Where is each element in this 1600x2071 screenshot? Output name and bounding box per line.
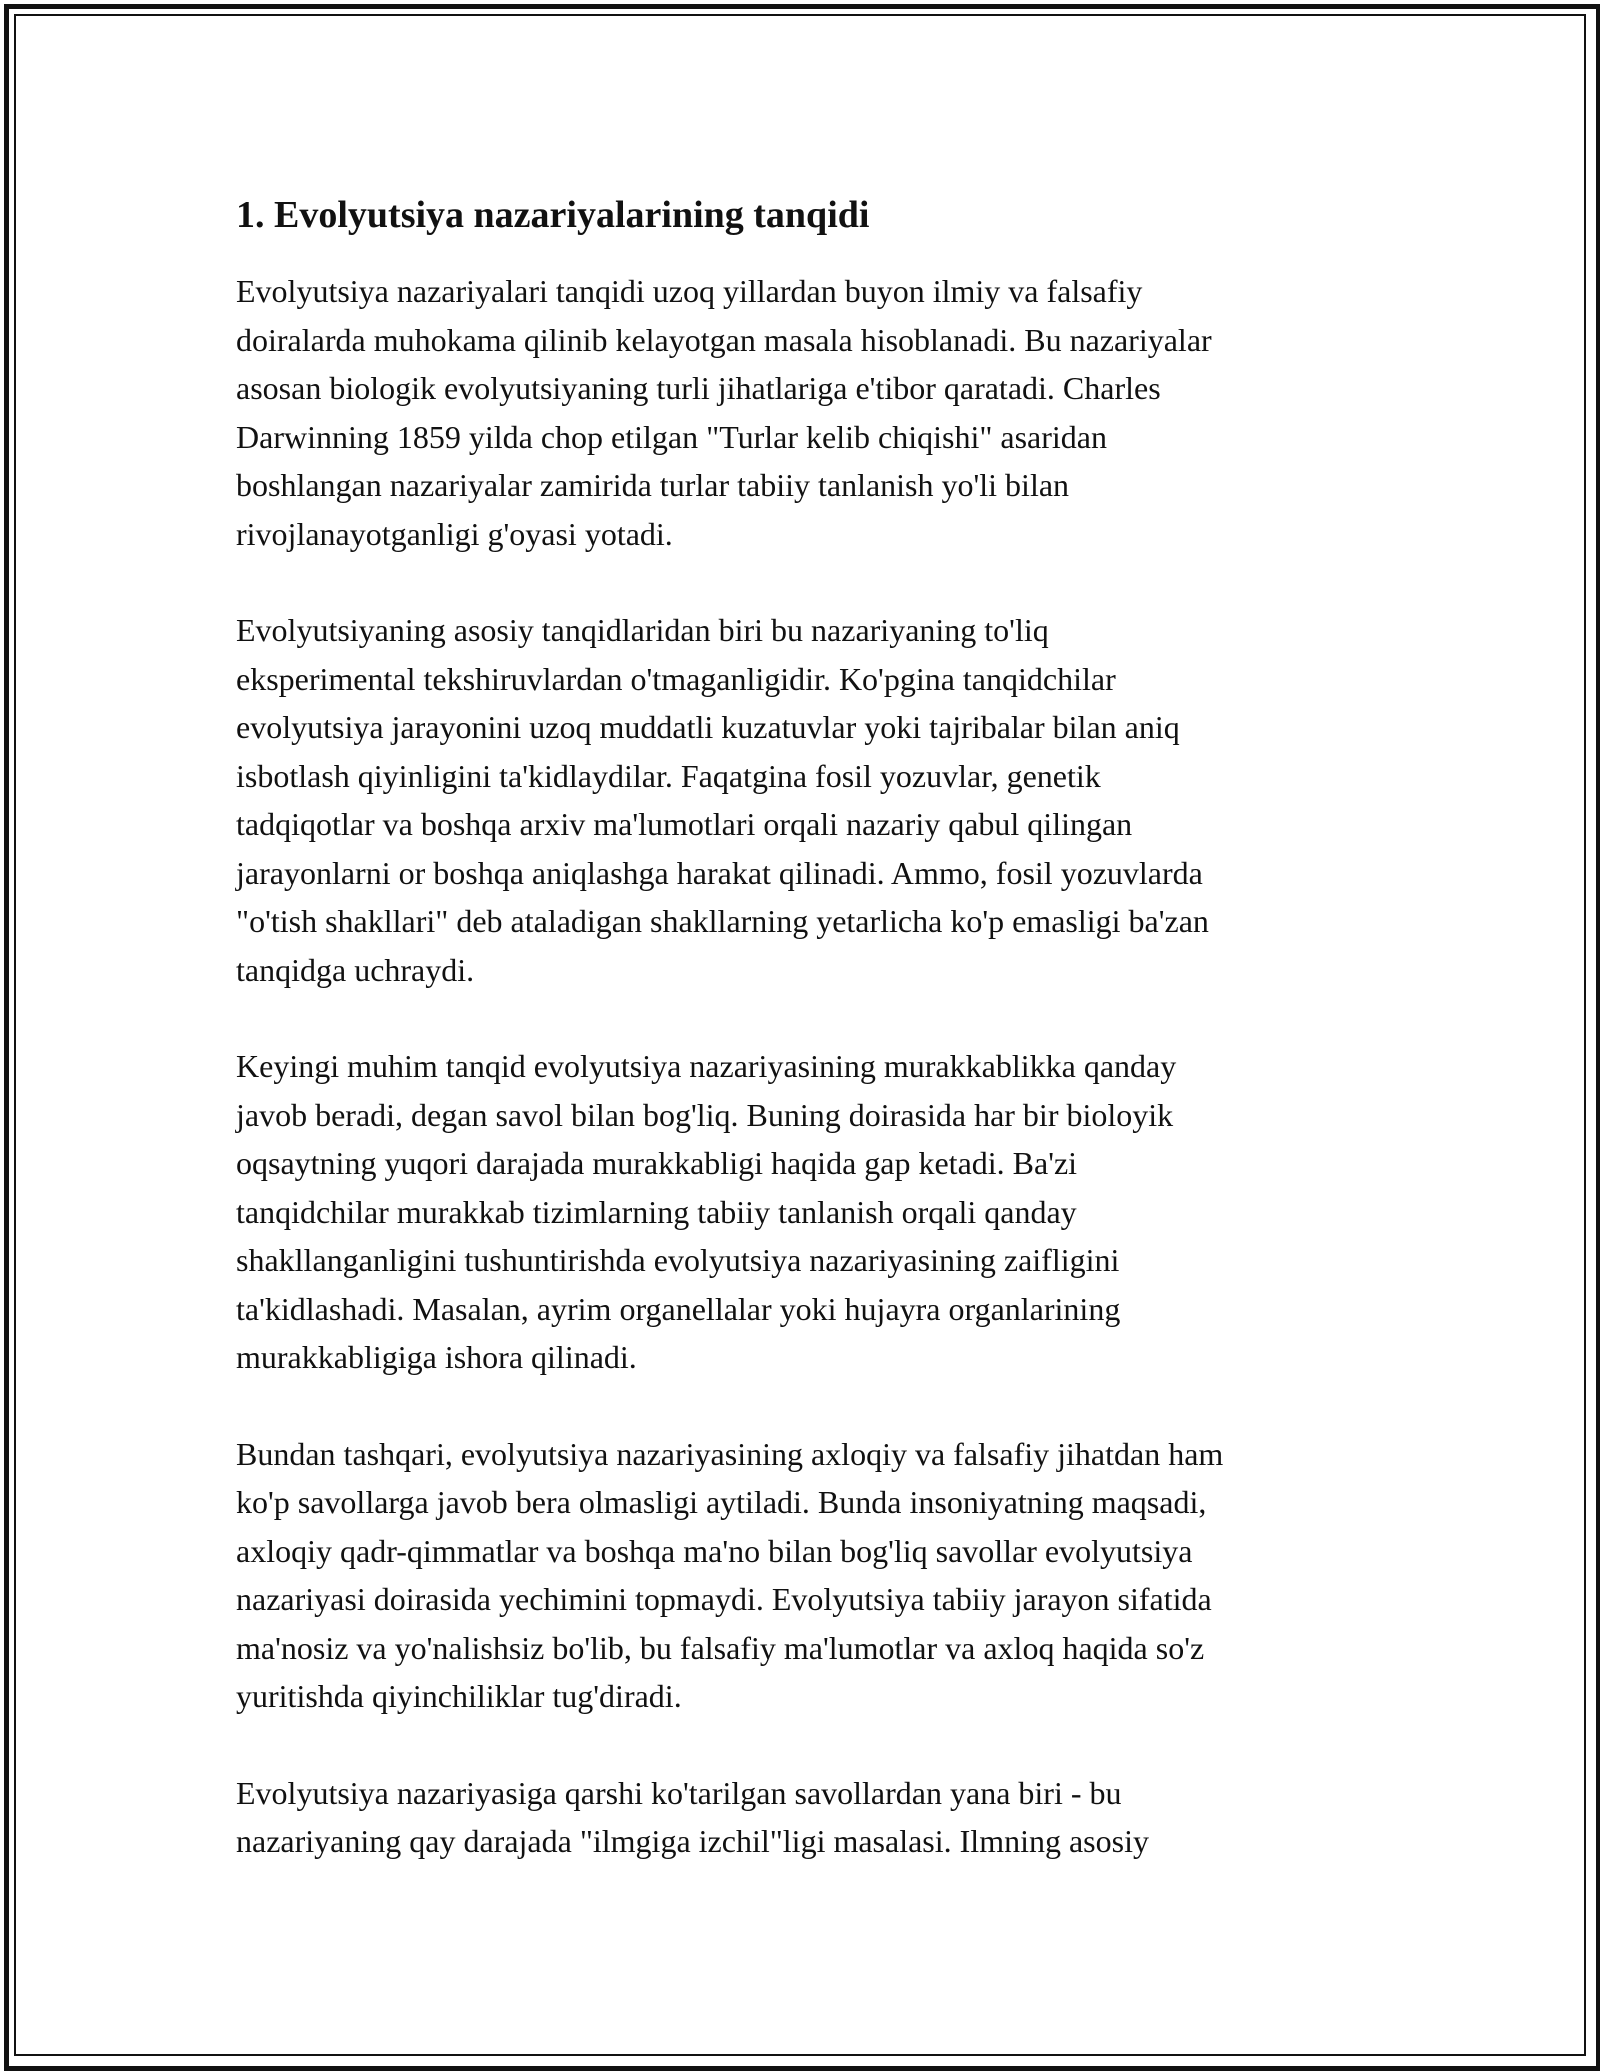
document-body bbox=[236, 185, 1376, 1914]
text-line: tanqidchilar murakkab tizimlarning tabiiy tanlanish orqali qanday bbox=[236, 1193, 1077, 1230]
text-line: rivojlanayotganligi g'oyasi yotadi. bbox=[236, 515, 673, 552]
text-line: axloqiy qadr-qimmatlar va boshqa ma'no bilan bog'liq savollar evolyutsiya bbox=[236, 1532, 1193, 1569]
text-line: ko'p savollarga javob bera olmasligi aytiladi. Bunda insoniyatning maqsadi, bbox=[236, 1484, 1207, 1520]
paragraph-2 bbox=[236, 606, 1376, 994]
text-line: Keyingi muhim tanqid evolyutsiya nazariyasining murakkablikka qanday bbox=[236, 1048, 1177, 1084]
text-line: ma'nosiz va yo'nalishsiz bo'lib, bu falsafiy ma'lumotlar va axloq haqida so'z bbox=[236, 1629, 1205, 1666]
text-line: shakllanganligini tushuntirishda evolyutsiya nazariyasining zaifligini bbox=[236, 1242, 1120, 1278]
text-line: nazariyaning qay darajada "ilmgiga izchil"ligi masalasi. Ilmning asosiy bbox=[236, 1823, 1149, 1859]
text-line: ta'kidlashadi. Masalan, ayrim organellalar yoki hujayra organlarining bbox=[236, 1290, 1121, 1327]
paragraph-5 bbox=[236, 1769, 1376, 1866]
paragraph-3 bbox=[236, 1042, 1376, 1382]
text-line: jarayonlarni or boshqa aniqlashga harakat qilinadi. Ammo, fosil yozuvlarda bbox=[236, 854, 1203, 891]
text-line: nazariyasi doirasida yechimini topmaydi. Evolyutsiya tabiiy jarayon sifatida bbox=[236, 1581, 1212, 1617]
text-line: Bundan tashqari, evolyutsiya nazariyasining axloqiy va falsafiy jihatdan ham bbox=[236, 1435, 1224, 1472]
text-line: boshlangan nazariyalar zamirida turlar tabiiy tanlanish yo'li bilan bbox=[236, 467, 1070, 503]
text-line: javob beradi, degan savol bilan bog'liq. Buning doirasida har bir bioloyik bbox=[236, 1096, 1174, 1133]
text-line: tanqidga uchraydi. bbox=[236, 951, 475, 988]
text-line: eksperimental tekshiruvlardan o'tmaganligidir. Ko'pgina tanqidchilar bbox=[236, 660, 1116, 697]
section-heading: 1. Evolyutsiya nazariyalarining tanqidi bbox=[236, 194, 870, 236]
text-line: doiralarda muhokama qilinib kelayotgan masala hisoblanadi. Bu nazariyalar bbox=[236, 321, 1212, 358]
text-line: Evolyutsiya nazariyasiga qarshi ko'tarilgan savollardan yana biri - bu bbox=[236, 1774, 1122, 1811]
text-line: isbotlash qiyinligini ta'kidlaydilar. Faqatgina fosil yozuvlar, genetik bbox=[236, 757, 1101, 794]
text-line: yuritishda qiyinchiliklar tug'diradi. bbox=[236, 1678, 682, 1714]
text-line: oqsaytning yuqori darajada murakkabligi haqida gap ketadi. Ba'zi bbox=[236, 1145, 1078, 1181]
text-line: Evolyutsiya nazariyalari tanqidi uzoq yillardan buyon ilmiy va falsafiy bbox=[236, 273, 1143, 309]
text-line: tadqiqotlar va boshqa arxiv ma'lumotlari orqali nazariy qabul qilingan bbox=[236, 806, 1133, 842]
text-line: Evolyutsiyaning asosiy tanqidlaridan biri bu nazariyaning to'liq bbox=[236, 612, 1049, 648]
paragraph-4 bbox=[236, 1430, 1376, 1721]
text-line: evolyutsiya jarayonini uzoq muddatli kuzatuvlar yoki tajribalar bilan aniq bbox=[236, 709, 1180, 745]
text-line: murakkabligiga ishora qilinadi. bbox=[236, 1339, 637, 1375]
text-line: asosan biologik evolyutsiyaning turli jihatlariga e'tibor qaratadi. Charles bbox=[236, 370, 1161, 406]
paragraph-1 bbox=[236, 267, 1376, 558]
text-line: Darwinning 1859 yilda chop etilgan "Turlar kelib chiqishi" asaridan bbox=[236, 418, 1107, 455]
text-line: "o'tish shakllari" deb ataladigan shakllarning yetarlicha ko'p emasligi ba'zan bbox=[236, 903, 1209, 939]
